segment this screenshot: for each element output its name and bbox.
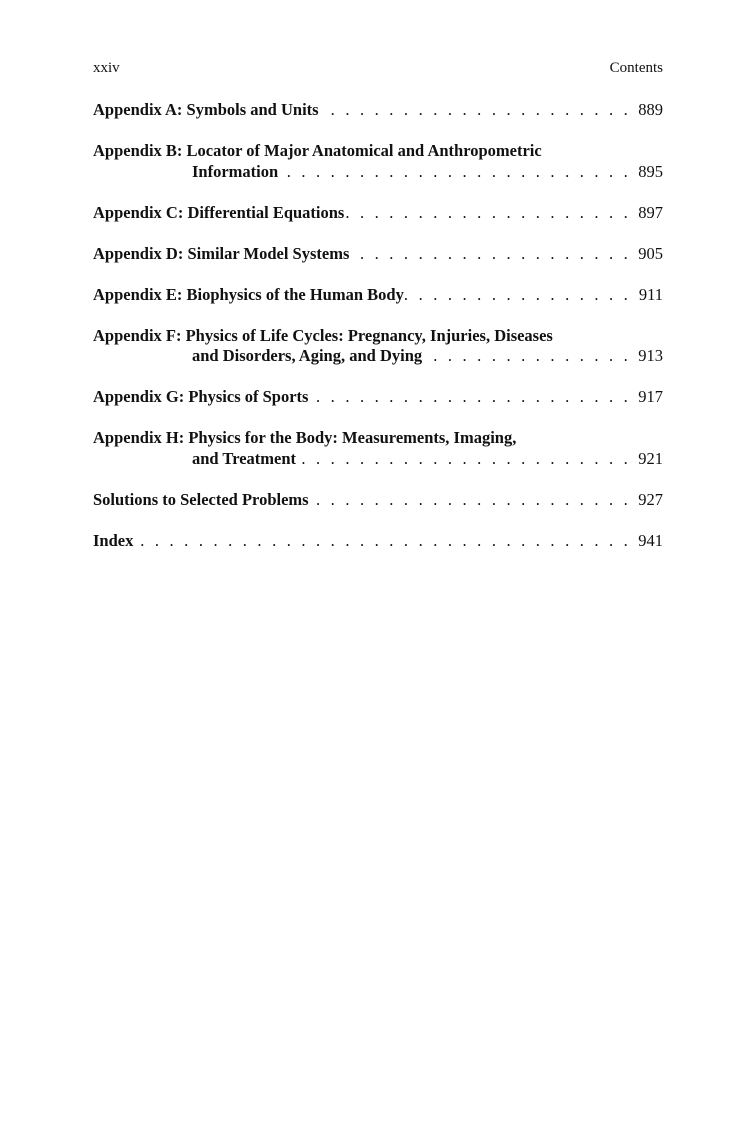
dot-leader	[404, 285, 637, 306]
dot-leader	[133, 531, 637, 552]
toc-entry-page: 905	[638, 243, 663, 263]
toc-entry-title: Appendix B: Locator of Major Anatomical and Anthropometric	[93, 141, 542, 160]
toc-entry-index[interactable]	[93, 531, 663, 552]
toc-entry-page: 911	[638, 284, 663, 304]
toc-entry-appendix-a[interactable]	[93, 100, 663, 121]
toc-entry-title-continued: and Treatment	[192, 448, 297, 468]
dot-leader	[349, 244, 637, 265]
toc-entry-title-continued: Information	[192, 161, 279, 181]
toc-entry-title: Appendix E: Biophysics of the Human Body	[93, 284, 404, 304]
toc-entry-title: Appendix F: Physics of Life Cycles: Pregnancy, Injuries, Diseases	[93, 325, 553, 345]
toc-entry-page: 897	[638, 202, 663, 222]
table-of-contents	[93, 100, 663, 572]
toc-entry-page: 895	[638, 161, 663, 181]
toc-entry-title: Appendix C: Differential Equations	[93, 202, 345, 222]
toc-entry-title: Index	[93, 530, 134, 550]
toc-entry-page: 927	[638, 489, 663, 509]
toc-entry-appendix-e[interactable]	[93, 285, 663, 306]
toc-entry-title: Appendix D: Similar Model Systems	[93, 243, 350, 263]
toc-entry-title: Appendix A: Symbols and Units	[93, 100, 319, 119]
toc-entry-appendix-g[interactable]	[93, 387, 663, 408]
dot-leader	[319, 100, 637, 121]
toc-entry-title: Appendix G: Physics of Sports	[93, 387, 309, 406]
toc-entry-title-continued: and Disorders, Aging, and Dying	[192, 346, 423, 365]
dot-leader	[296, 449, 637, 470]
toc-entry-title: Solutions to Selected Problems	[93, 489, 309, 509]
running-head-title: Contents	[609, 60, 663, 76]
dot-leader	[422, 346, 637, 367]
toc-entry-solutions[interactable]	[93, 490, 663, 511]
dot-leader	[344, 203, 637, 224]
toc-entry-appendix-h[interactable]	[93, 428, 663, 469]
dot-leader	[278, 162, 637, 183]
dot-leader	[309, 490, 637, 511]
toc-entry-page: 913	[638, 346, 663, 365]
toc-entry-page: 889	[638, 100, 663, 119]
toc-entry-appendix-f[interactable]	[93, 326, 663, 367]
toc-entry-page: 917	[638, 387, 663, 406]
dot-leader	[308, 387, 637, 408]
page-number: xxiv	[93, 60, 120, 76]
toc-entry-title: Appendix H: Physics for the Body: Measurements, Imaging,	[93, 428, 517, 447]
toc-entry-page: 941	[638, 530, 663, 550]
toc-entry-appendix-c[interactable]	[93, 203, 663, 224]
toc-entry-appendix-b[interactable]	[93, 141, 663, 182]
running-head	[93, 60, 663, 80]
toc-entry-appendix-d[interactable]	[93, 244, 663, 265]
toc-entry-page: 921	[638, 448, 663, 468]
